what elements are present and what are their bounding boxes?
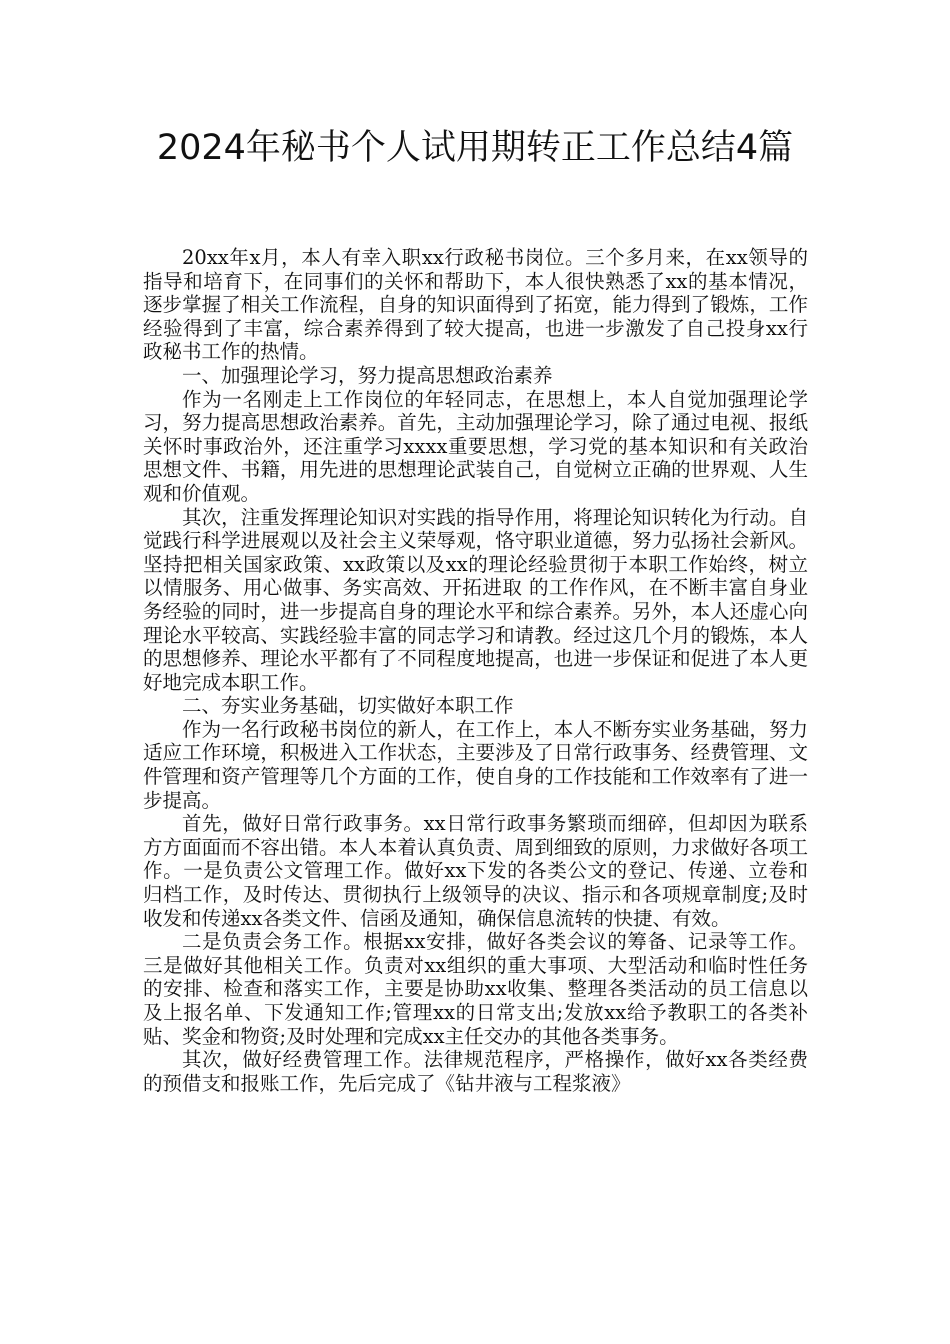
paragraph-business-foundation: 作为一名行政秘书岗位的新人，在工作上，本人不断夯实业务基础，努力适应工作环境，积极进入工作状态，主要涉及了日常行政事务、经费管理、文件管理和资产管理等几个方面的工作，使自身的工作技能和工作效率有了进一步提高。 xyxy=(143,717,808,812)
document-title: 2024年秘书个人试用期转正工作总结4篇 xyxy=(156,128,794,168)
paragraph-daily-affairs: 首先，做好日常行政事务。xx日常行政事务繁琐而细碎，但却因为联系方方面面而不容出错。本人本着认真负责、周到细致的原则，力求做好各项工作。一是负责公文管理工作。做好xx下发的各类公文的登记、传递、立卷和归档工作，及时传达、贯彻执行上级领导的决议、指示和各项规章制度;及时收发和传递xx各类文件、信函及通知，确保信息流转的快捷、有效。 xyxy=(143,812,808,930)
paragraph-funds-management: 其次，做好经费管理工作。法律规范程序，严格操作，做好xx各类经费的预借支和报账工作，先后完成了《钻井液与工程浆液》 xyxy=(143,1048,808,1095)
section-heading-2: 二、夯实业务基础，切实做好本职工作 xyxy=(182,694,514,718)
section-heading-1: 一、加强理论学习，努力提高思想政治素养 xyxy=(182,363,553,387)
paragraph-meeting-affairs: 二是负责会务工作。根据xx安排，做好各类会议的筹备、记录等工作。三是做好其他相关工作。负责对xx组织的重大事项、大型活动和临时性任务的安排、检查和落实工作，主要是协助xx收集、整理各类活动的员工信息以及上报名单、下发通知工作;管理xx的日常支出;发放xx给予教职工的各类补贴、奖金和物资;及时处理和完成xx主任交办的其他各类事务。 xyxy=(143,930,808,1048)
paragraph-theory-practice: 其次，注重发挥理论知识对实践的指导作用，将理论知识转化为行动。自觉践行科学进展观以及社会主义荣辱观，恪守职业道德，努力弘扬社会新风。坚持把相关国家政策、xx政策以及xx的理论经验贯彻于本职工作始终，树立 以情服务、用心做事、务实高效、开拓进取 的工作作风，在不断丰富自身业务经验的同时，进一步提高自身的理论水平和综合素养。另外，本人还虚心向理论水平较高、实践经验丰富的同志学习和请教。经过这几个月的锻炼，本人的思想修养、理论水平都有了不同程度地提高，也进一步保证和促进了本人更好地完成本职工作。 xyxy=(143,505,808,694)
document-body xyxy=(143,246,808,1095)
paragraph-theory-study: 作为一名刚走上工作岗位的年轻同志，在思想上，本人自觉加强理论学习，努力提高思想政治素养。首先，主动加强理论学习，除了通过电视、报纸关怀时事政治外，还注重学习xxxx重要思想，学习党的基本知识和有关政治思想文件、书籍，用先进的思想理论武装自己，自觉树立正确的世界观、人生观和价值观。 xyxy=(143,387,808,505)
paragraph-intro: 20xx年x月，本人有幸入职xx行政秘书岗位。三个多月来，在xx领导的指导和培育下，在同事们的关怀和帮助下，本人很快熟悉了xx的基本情况，逐步掌握了相关工作流程，自身的知识面得到了拓宽，能力得到了锻炼，工作经验得到了丰富，综合素养得到了较大提高，也进一步激发了自己投身xx行政秘书工作的热情。 xyxy=(143,246,808,364)
